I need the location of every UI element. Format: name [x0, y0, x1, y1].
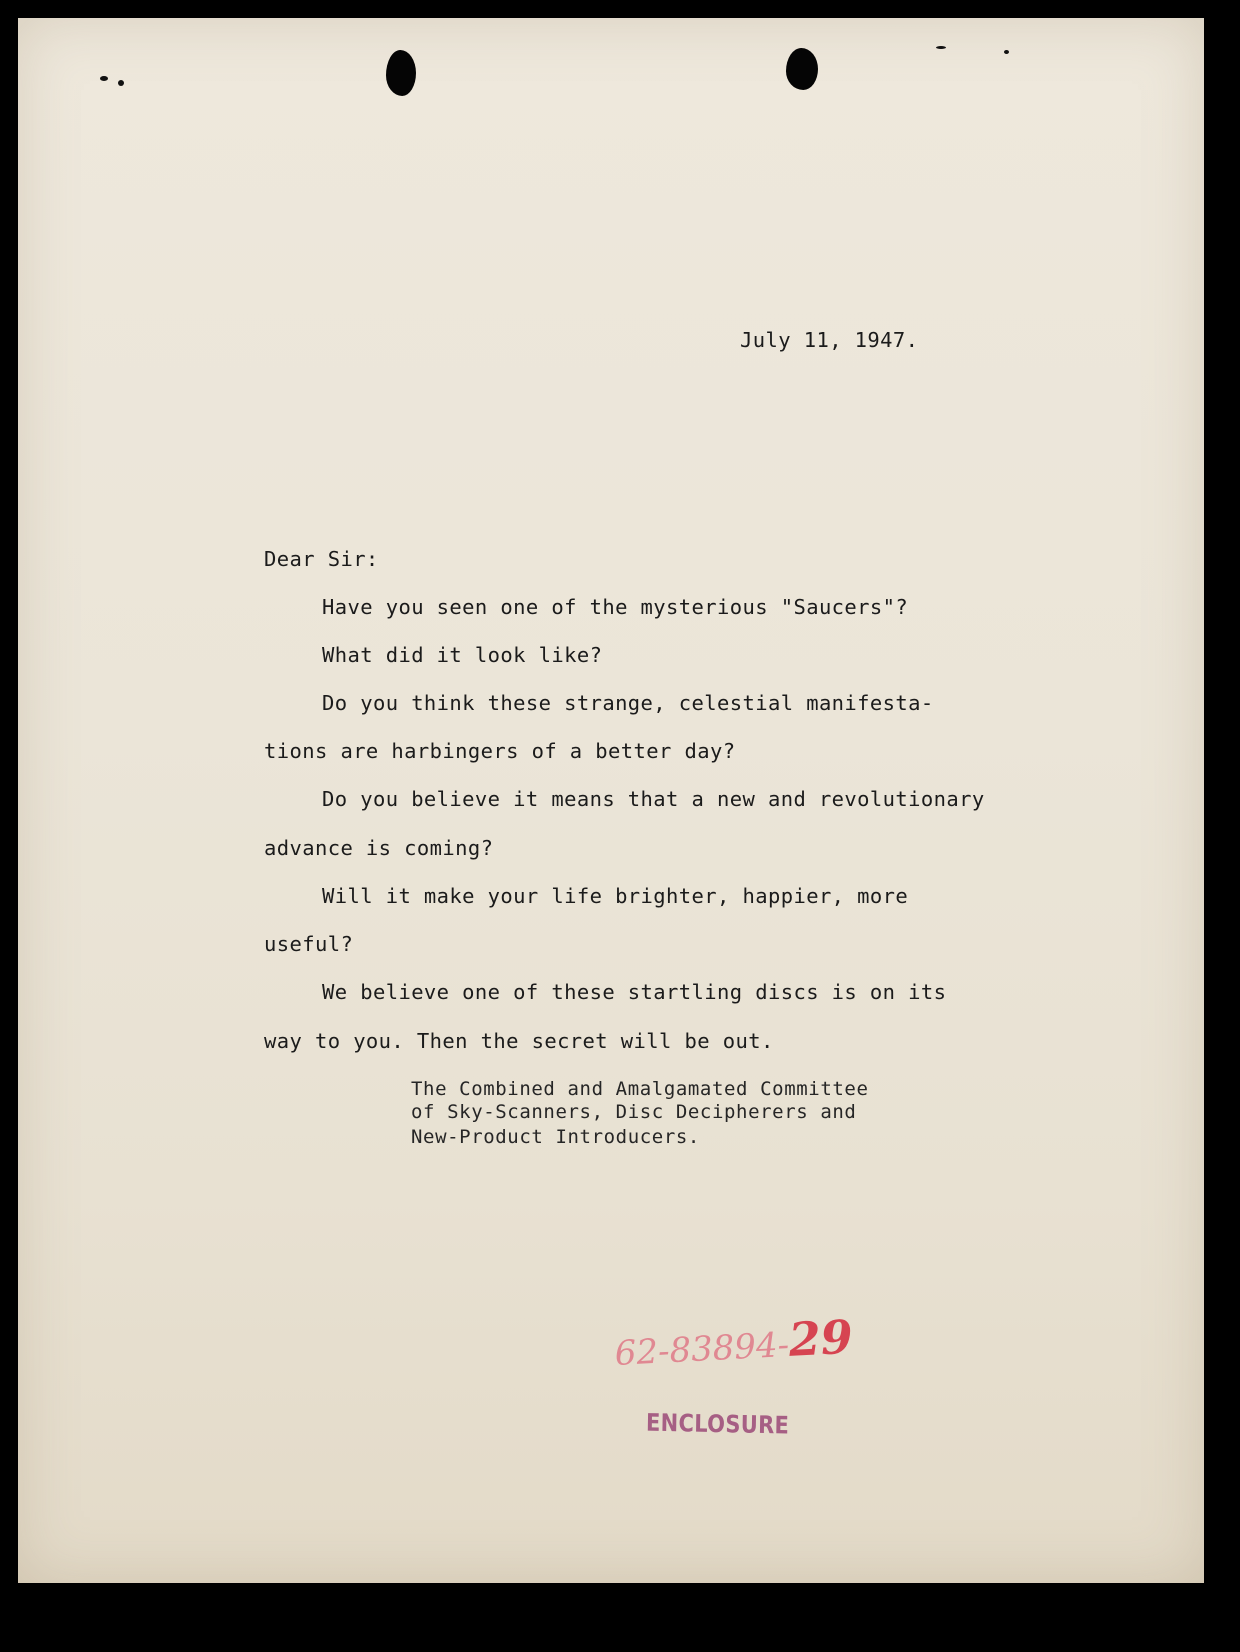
ink-speck	[100, 76, 108, 81]
signature-line: of Sky-Scanners, Disc Decipherers and	[411, 1101, 857, 1123]
file-number-prefix: 62-83894-	[613, 1324, 791, 1375]
signature-line: The Combined and Amalgamated Committee	[411, 1078, 869, 1100]
body-line: useful?	[264, 932, 354, 956]
ink-speck	[936, 46, 946, 49]
body-line: advance is coming?	[264, 836, 494, 860]
ink-speck	[118, 80, 124, 86]
salutation: Dear Sir:	[264, 547, 379, 571]
punch-hole-right	[786, 48, 818, 90]
body-line: We believe one of these startling discs is on its	[322, 980, 947, 1004]
body-line: tions are harbingers of a better day?	[264, 739, 736, 763]
body-line: way to you. Then the secret will be out.	[264, 1029, 774, 1053]
body-line: Do you think these strange, celestial manifesta-	[322, 691, 934, 715]
body-line: Have you seen one of the mysterious "Saucers"?	[322, 595, 909, 619]
ink-speck	[1004, 50, 1009, 54]
body-line: Do you believe it means that a new and revolutionary	[322, 787, 985, 811]
letter-date: July 11, 1947.	[740, 328, 919, 352]
body-line: Will it make your life brighter, happier, more	[322, 884, 909, 908]
file-number-suffix: 29	[787, 1309, 855, 1367]
signature-line: New-Product Introducers.	[411, 1126, 700, 1148]
punch-hole-left	[386, 50, 416, 96]
body-line: What did it look like?	[322, 643, 603, 667]
enclosure-stamp: ENCLOSURE	[645, 1408, 790, 1440]
